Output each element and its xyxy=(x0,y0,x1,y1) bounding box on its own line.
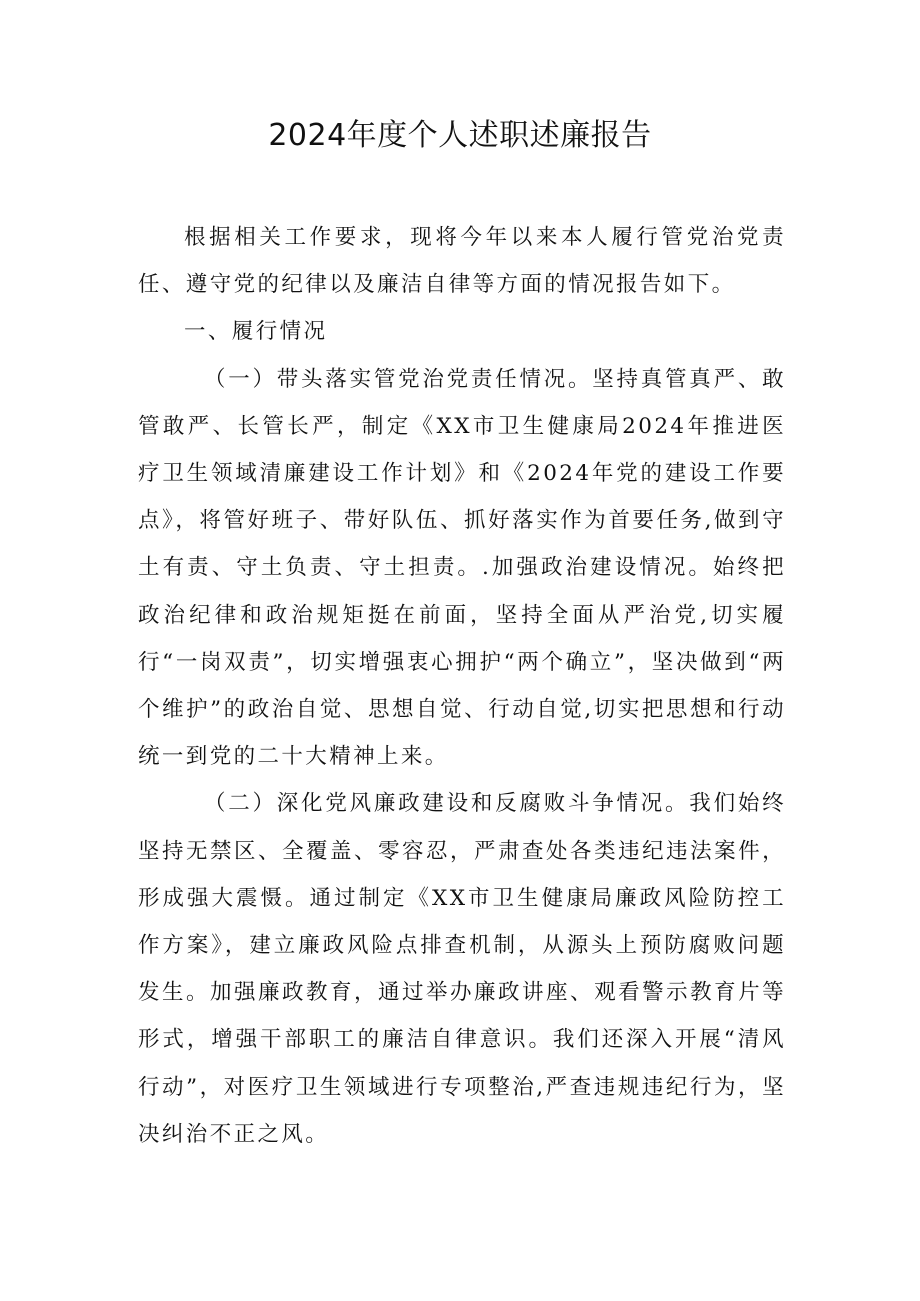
section-heading: 一、履行情况 xyxy=(184,319,328,345)
intro-paragraph: 根据相关工作要求，现将今年以来本人履行管党治党责任、遵守党的纪律以及廉洁自律等方面的情况报告如下。 xyxy=(138,225,786,298)
document-title: 2024年度个人述职述廉报告 xyxy=(268,118,652,153)
paragraph-anti-corruption: （二）深化党风廉政建设和反腐败斗争情况。我们始终坚持无禁区、全覆盖、零容忍，严肃查处各类违纪违法案件，形成强大震慑。通过制定《XX市卫生健康局廉政风险防控工作方案》，建立廉政风险点排查机制，从源头上预防腐败问题发生。加强廉政教育，通过举办廉政讲座、观看警示教育片等形式，增强干部职工的廉洁自律意识。我们还深入开展“清风行动”，对医疗卫生领域进行专项整治,严查违规违纪行为，坚决纠治不正之风。 xyxy=(138,791,786,1147)
paragraph-party-responsibility: （一）带头落实管党治党责任情况。坚持真管真严、敢管敢严、长管长严，制定《XX市卫生健康局2024年推进医疗卫生领域清廉建设工作计划》和《2024年党的建设工作要点》，将管好班子、带好队伍、抓好落实作为首要任务,做到守土有责、守土负责、守土担责。.加强政治建设情况。始终把政治纪律和政治规矩挺在前面，坚持全面从严治党,切实履行“一岗双责”，切实增强衷心拥护“两个确立”，坚决做到“两个维护”的政治自觉、思想自觉、行动自觉,切实把思想和行动统一到党的二十大精神上来。 xyxy=(138,366,786,770)
document-body xyxy=(138,214,786,1158)
